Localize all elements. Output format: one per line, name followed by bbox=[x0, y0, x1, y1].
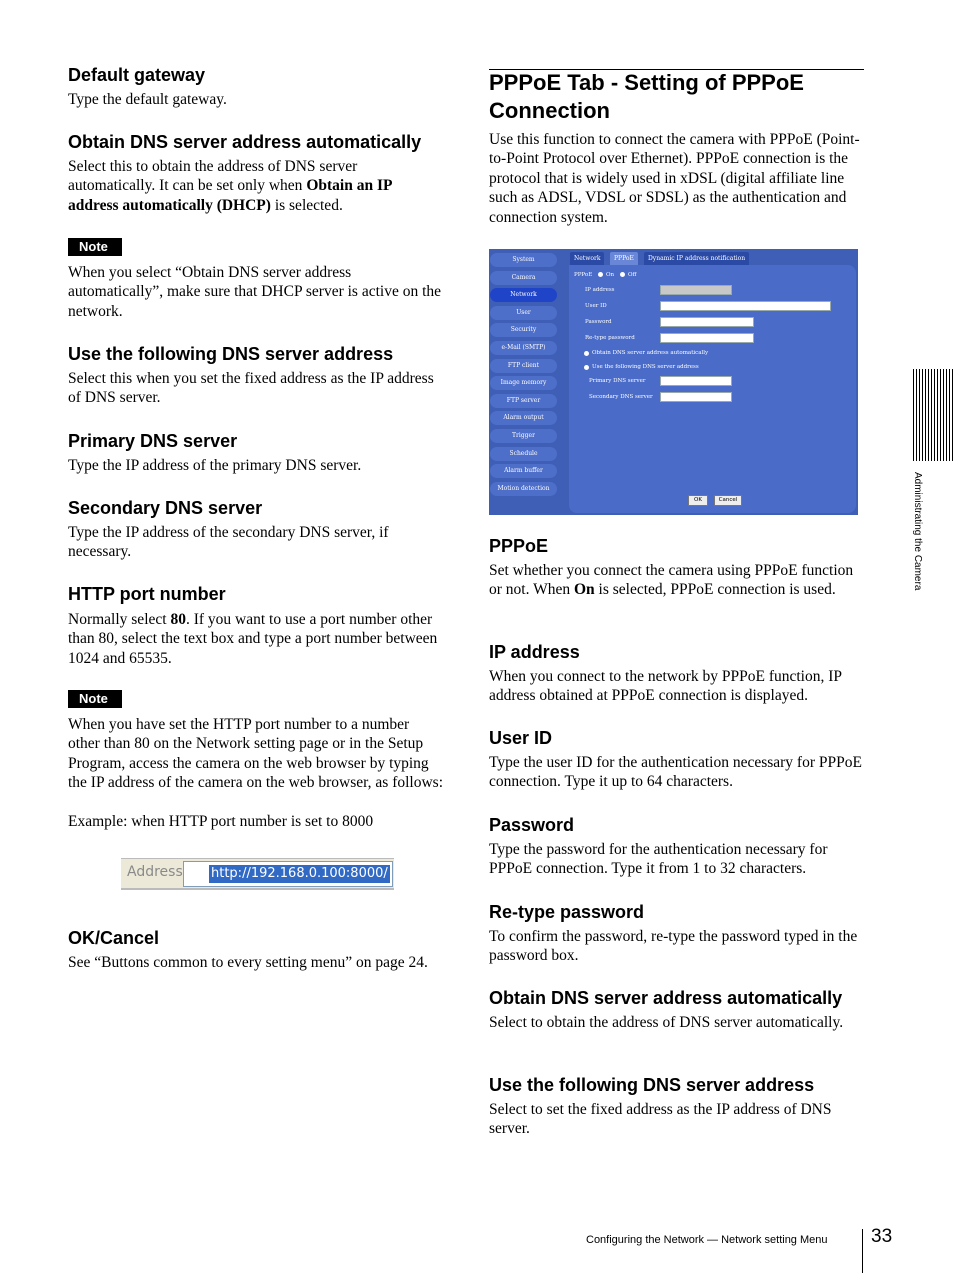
text-primary-dns: Type the IP address of the primary DNS server. bbox=[68, 457, 362, 474]
heading-primary-dns: Primary DNS server bbox=[68, 431, 238, 451]
address-label: Address bbox=[127, 864, 183, 880]
heading-secondary-dns: Secondary DNS server bbox=[68, 498, 263, 518]
radio-use-dns bbox=[584, 365, 589, 370]
address-field bbox=[183, 861, 393, 887]
menu-item: e-Mail (SMTP) bbox=[490, 341, 557, 355]
use-dns-label: Use the following DNS server address bbox=[592, 364, 699, 370]
address-url: http://192.168.0.100:8000/ bbox=[211, 866, 388, 881]
text-http-port: Normally select 80. If you want to use a port number other than 80, select the text box and type a port number between 1024 and 65535. bbox=[68, 611, 438, 667]
footer-text: Configuring the Network — Network setting Menu bbox=[586, 1234, 828, 1246]
tab-network: Network bbox=[570, 252, 604, 265]
menu-item: System bbox=[490, 253, 557, 267]
menu-item: Alarm buffer bbox=[490, 464, 557, 478]
text-secondary-dns: Type the IP address of the secondary DNS server, if necessary. bbox=[68, 524, 389, 561]
primary-dns-label: Primary DNS server bbox=[589, 378, 646, 384]
settings-panel bbox=[569, 265, 856, 513]
address-bar bbox=[121, 858, 394, 890]
ip-address-label: IP address bbox=[585, 287, 615, 293]
text-use-dns: Select this when you set the fixed address as the IP address of DNS server. bbox=[68, 370, 434, 407]
ip-address-field bbox=[660, 285, 732, 295]
note-text-http: When you have set the HTTP port number to a number other than 80 on the Network setting page or in the Setup Program, access the camera on the web browser by typing the IP address of the camera on the web browser, as follows: bbox=[68, 716, 443, 792]
intro-text: Use this function to connect the camera with PPPoE (Point-to-Point Protocol over Ethernet). PPPoE connection is the protocol that is widely used in xDSL (digital affiliate line such as ADSL, VDSL or SDSL) as the authentication and connection system. bbox=[489, 131, 860, 226]
menu-item: Network bbox=[490, 288, 557, 302]
chapter-tab-marker bbox=[913, 369, 954, 461]
heading-ok-cancel: OK/Cancel bbox=[68, 928, 160, 948]
secondary-dns-label: Secondary DNS server bbox=[589, 394, 653, 400]
user-id-field bbox=[660, 301, 831, 311]
password-field bbox=[660, 317, 754, 327]
radio-off bbox=[620, 272, 625, 277]
menu-item: Trigger bbox=[490, 429, 557, 443]
radio-on bbox=[598, 272, 603, 277]
radio-on-label: On bbox=[606, 272, 615, 278]
menu-item: Camera bbox=[490, 271, 557, 285]
heading-use-dns-right: Use the following DNS server address bbox=[489, 1075, 815, 1095]
chapter-label: Administrating the Camera bbox=[912, 472, 923, 591]
note-badge: Note bbox=[68, 238, 122, 256]
heading-user-id: User ID bbox=[489, 728, 553, 748]
heading-default-gateway: Default gateway bbox=[68, 65, 206, 85]
radio-obtain-dns bbox=[584, 351, 589, 356]
heading-retype: Re-type password bbox=[489, 902, 645, 922]
heading-obtain-dns: Obtain DNS server address automatically bbox=[68, 132, 422, 152]
obtain-dns-label: Obtain DNS server address automatically bbox=[592, 350, 709, 356]
text-obtain-dns: Select this to obtain the address of DNS server automatically. It can be set only when Obtain an IP address automatically (DHCP) is selected. bbox=[68, 158, 392, 214]
pppoe-screenshot bbox=[489, 249, 858, 515]
heading-ip-address: IP address bbox=[489, 642, 580, 662]
user-id-label: User ID bbox=[585, 303, 607, 309]
tab-pppoe: PPPoE bbox=[610, 252, 638, 265]
text-obtain-dns-right: Select to obtain the address of DNS server automatically. bbox=[489, 1014, 844, 1031]
text-pppoe: Set whether you connect the camera using PPPoE function or not. When On is selected, PPPoE connection is used. bbox=[489, 562, 854, 599]
menu-item: FTP server bbox=[490, 394, 557, 408]
section-title: PPPoE Tab - Setting of PPPoE Connection bbox=[489, 70, 804, 123]
retype-label: Re-type password bbox=[585, 335, 635, 341]
text-use-dns-right: Select to set the fixed address as the IP address of DNS server. bbox=[489, 1101, 832, 1138]
footer-divider bbox=[862, 1229, 863, 1273]
retype-field bbox=[660, 333, 754, 343]
menu-item: Motion detection bbox=[490, 482, 557, 496]
password-label: Password bbox=[585, 319, 612, 325]
heading-obtain-dns-right: Obtain DNS server address automatically bbox=[489, 988, 843, 1008]
cancel-button: Cancel bbox=[714, 495, 742, 506]
tab-dynamic-ip: Dynamic IP address notification bbox=[644, 252, 749, 265]
pppoe-label: PPPoE bbox=[574, 272, 593, 278]
note-badge: Note bbox=[68, 690, 122, 708]
heading-password: Password bbox=[489, 815, 575, 835]
radio-off-label: Off bbox=[628, 272, 637, 278]
secondary-dns-field bbox=[660, 392, 732, 402]
ok-button: OK bbox=[688, 495, 708, 506]
text-default-gateway: Type the default gateway. bbox=[68, 91, 227, 108]
primary-dns-field bbox=[660, 376, 732, 386]
menu-item: Alarm output bbox=[490, 411, 557, 425]
text-user-id: Type the user ID for the authentication necessary for PPPoE connection. Type it up to 64 characters. bbox=[489, 754, 862, 791]
text-ip-address: When you connect to the network by PPPoE function, IP address obtained at PPPoE connection is displayed. bbox=[489, 668, 842, 705]
menu-item: Security bbox=[490, 323, 557, 337]
heading-http-port: HTTP port number bbox=[68, 584, 226, 604]
note-example: Example: when HTTP port number is set to 8000 bbox=[68, 813, 374, 830]
menu-item: Image memory bbox=[490, 376, 557, 390]
menu-item: FTP client bbox=[490, 359, 557, 373]
heading-pppoe: PPPoE bbox=[489, 536, 549, 556]
text-ok-cancel: See “Buttons common to every setting menu” on page 24. bbox=[68, 954, 428, 971]
page-number: 33 bbox=[871, 1226, 893, 1247]
menu-item: Schedule bbox=[490, 447, 557, 461]
text-retype: To confirm the password, re-type the password typed in the password box. bbox=[489, 928, 858, 965]
text-password: Type the password for the authentication necessary for PPPoE connection. Type it from 1 to 32 characters. bbox=[489, 841, 828, 878]
note-text-dns: When you select “Obtain DNS server address automatically”, make sure that DHCP server is active on the network. bbox=[68, 264, 442, 320]
menu-item: User bbox=[490, 306, 557, 320]
heading-use-dns: Use the following DNS server address bbox=[68, 344, 394, 364]
